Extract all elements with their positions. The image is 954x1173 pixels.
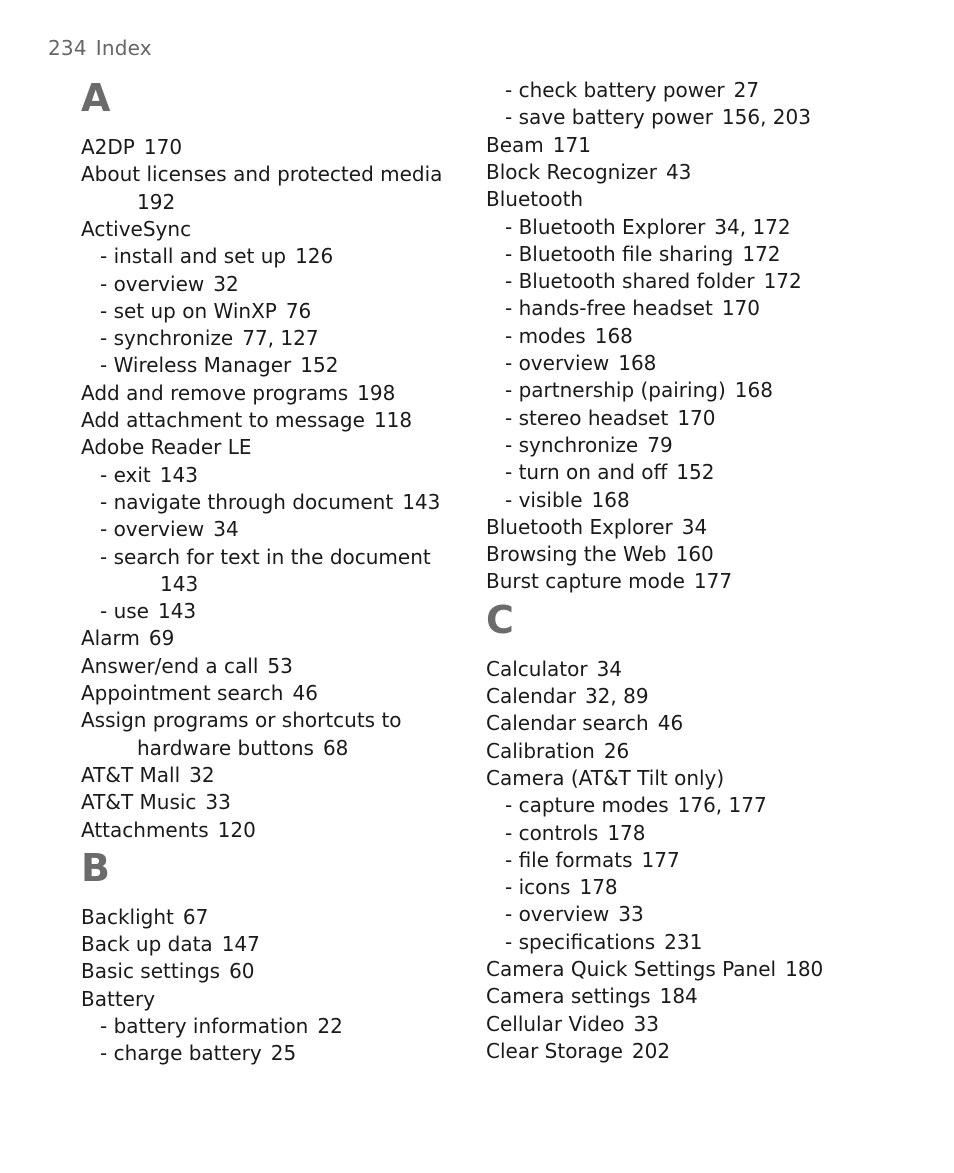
entry-pages: 170: [721, 296, 760, 321]
entry-term: A2DP: [81, 135, 135, 159]
entry-term: - synchronize: [100, 326, 234, 351]
entry-term: - Bluetooth shared folder: [505, 269, 755, 294]
entry-pages: 33: [618, 902, 644, 927]
entry-pages: 68: [322, 735, 349, 760]
entry-pages: 46: [657, 711, 684, 736]
index-entry: [81, 762, 215, 789]
entry-term: - turn on and off: [505, 460, 668, 485]
entry-term: Calculator: [486, 656, 588, 681]
entry-term: Bluetooth: [486, 187, 584, 212]
index-subentry: [100, 271, 239, 298]
index-subentry: [100, 352, 338, 379]
entry-term: - charge battery: [100, 1041, 262, 1066]
entry-pages: 156, 203: [721, 105, 811, 130]
index-subentry: [100, 544, 431, 571]
index-entry-continuation: [160, 571, 198, 598]
entry-term: Block Recognizer: [486, 159, 657, 184]
index-subentry: [100, 1013, 343, 1040]
entry-pages: 143: [159, 462, 198, 487]
entry-pages: 76: [285, 298, 312, 323]
index-subentry: [100, 1040, 296, 1067]
entry-pages: 171: [552, 132, 591, 157]
index-entry: [486, 765, 724, 792]
entry-term: - Bluetooth file sharing: [505, 241, 734, 266]
entry-term: Beam: [486, 132, 544, 157]
index-entry-continuation: [137, 189, 175, 216]
section-letter-b: B: [81, 845, 110, 890]
entry-term: Back up data: [81, 932, 213, 957]
index-subentry: [505, 820, 646, 847]
index-entry: [81, 707, 402, 734]
entry-pages: 43: [665, 159, 692, 184]
entry-pages: 22: [317, 1014, 343, 1038]
entry-pages: 33: [633, 1011, 659, 1036]
index-entry-continuation: [137, 735, 348, 762]
entry-pages: 192: [137, 189, 176, 214]
index-subentry: [505, 77, 759, 104]
entry-term: - overview: [505, 902, 610, 927]
entry-term: - capture modes: [505, 793, 669, 818]
index-entry: [486, 514, 707, 541]
entry-pages: 32: [213, 271, 239, 296]
entry-pages: 168: [734, 378, 773, 403]
index-subentry: [505, 377, 773, 404]
entry-term: - navigate through document: [100, 489, 394, 514]
entry-term: - Bluetooth Explorer: [505, 214, 706, 239]
index-subentry: [100, 462, 198, 489]
entry-term: Attachments: [81, 817, 209, 842]
entry-pages: 143: [160, 571, 199, 596]
section-letter-a: A: [81, 76, 111, 120]
entry-pages: 180: [785, 957, 824, 981]
entry-term: Adobe Reader LE: [81, 435, 252, 460]
entry-pages: 147: [221, 932, 260, 957]
index-entry: [486, 132, 591, 159]
index-subentry: [505, 874, 618, 901]
index-subentry: [505, 487, 630, 514]
entry-term: Assign programs or shortcuts to: [81, 708, 402, 733]
index-subentry: [505, 295, 760, 322]
index-entry: [81, 161, 442, 188]
index-entry: [81, 817, 256, 844]
index-subentry: [100, 298, 311, 325]
entry-pages: 33: [205, 790, 231, 815]
entry-term: Add and remove programs: [81, 380, 349, 405]
index-subentry: [505, 104, 811, 131]
entry-term: - visible: [505, 487, 583, 512]
index-subentry: [505, 268, 802, 295]
entry-term: - install and set up: [100, 244, 287, 269]
entry-term: Camera Quick Settings Panel: [486, 957, 777, 981]
index-subentry: [505, 405, 716, 432]
index-subentry: [505, 929, 702, 956]
index-subentry: [100, 243, 333, 270]
entry-pages: 184: [659, 984, 698, 1009]
entry-pages: 27: [733, 78, 760, 102]
entry-term: - set up on WinXP: [100, 298, 277, 323]
entry-pages: 170: [677, 405, 716, 430]
entry-term: - search for text in the document: [100, 544, 431, 569]
entry-pages: 46: [292, 681, 318, 705]
index-entry: [486, 1011, 659, 1038]
entry-pages: 152: [300, 353, 339, 378]
entry-pages: 177: [641, 847, 680, 872]
index-subentry: [100, 516, 239, 543]
index-entry: [81, 958, 255, 985]
entry-pages: 60: [229, 959, 255, 984]
index-entry: [81, 380, 395, 407]
index-entry: [486, 186, 583, 213]
entry-term: Burst capture mode: [486, 569, 685, 594]
index-subentry: [505, 241, 781, 268]
entry-pages: 143: [402, 489, 441, 514]
index-subentry: [505, 350, 656, 377]
entry-term: Calendar: [486, 684, 576, 708]
entry-pages: 34, 172: [714, 214, 791, 239]
entry-pages: 170: [143, 135, 183, 159]
index-entry: [486, 983, 698, 1010]
index-entry: [81, 904, 208, 931]
index-entry: [486, 541, 714, 568]
index-entry: [81, 931, 260, 958]
entry-term: - partnership (pairing): [505, 378, 726, 403]
entry-term: Calibration: [486, 738, 595, 763]
index-subentry: [505, 214, 791, 241]
entry-pages: 118: [373, 408, 413, 432]
entry-pages: 168: [618, 351, 657, 375]
index-subentry: [505, 847, 680, 874]
entry-pages: 69: [148, 626, 175, 651]
entry-term: Battery: [81, 986, 156, 1011]
entry-term: Camera (AT&T Tilt only): [486, 765, 725, 790]
entry-pages: 34: [596, 656, 623, 681]
index-entry: [81, 216, 191, 243]
entry-term: - specifications: [505, 929, 656, 954]
entry-pages: 231: [664, 929, 703, 954]
entry-term: - modes: [505, 323, 586, 348]
index-entry: [486, 159, 691, 186]
entry-term: Answer/end a call: [81, 653, 259, 678]
entry-term: Browsing the Web: [486, 542, 667, 567]
section-title: Index: [95, 36, 152, 60]
entry-term: - overview: [505, 351, 610, 375]
index-entry: [81, 625, 174, 652]
index-entry: [486, 1038, 670, 1065]
index-entry: [486, 683, 649, 710]
entry-term: - Wireless Manager: [100, 353, 292, 378]
entry-pages: 168: [591, 487, 630, 512]
index-subentry: [100, 489, 440, 516]
entry-term: Add attachment to message: [81, 408, 365, 432]
index-subentry: [100, 598, 196, 625]
entry-pages: 77, 127: [242, 326, 319, 351]
entry-term: - exit: [100, 462, 151, 487]
entry-term: - synchronize: [505, 432, 639, 457]
page-number: 234: [48, 36, 87, 60]
index-subentry: [505, 323, 633, 350]
entry-pages: 160: [675, 542, 714, 567]
entry-pages: 172: [742, 241, 781, 266]
index-subentry: [505, 459, 714, 486]
entry-term: - save battery power: [505, 105, 713, 130]
entry-term: AT&T Mall: [81, 762, 181, 787]
index-entry: [486, 710, 683, 737]
entry-term: ActiveSync: [81, 216, 192, 241]
entry-pages: 177: [693, 569, 733, 594]
entry-term: - controls: [505, 820, 599, 845]
entry-pages: 32, 89: [584, 684, 649, 708]
entry-pages: 25: [270, 1041, 297, 1066]
entry-term: Calendar search: [486, 711, 649, 736]
entry-term: AT&T Music: [81, 790, 197, 815]
entry-pages: 168: [594, 323, 633, 348]
entry-pages: 198: [357, 380, 396, 405]
entry-term: Clear Storage: [486, 1038, 623, 1063]
entry-term: Alarm: [81, 626, 140, 651]
entry-pages: 120: [217, 817, 256, 842]
entry-pages: 172: [763, 269, 802, 294]
index-entry: [81, 407, 412, 434]
entry-term: - stereo headset: [505, 405, 669, 430]
entry-pages: 34: [681, 514, 708, 539]
entry-term: - overview: [100, 517, 205, 542]
index-subentry: [505, 901, 644, 928]
entry-pages: 178: [607, 820, 646, 845]
entry-term: - overview: [100, 271, 205, 296]
section-letter-c: C: [486, 597, 514, 642]
index-entry: [81, 789, 231, 816]
entry-term: Camera settings: [486, 984, 651, 1009]
index-entry: [486, 738, 629, 765]
entry-pages: 53: [267, 653, 293, 678]
entry-pages: 32: [189, 762, 215, 787]
entry-term: - file formats: [505, 847, 633, 872]
index-entry: [81, 134, 182, 161]
entry-term: - use: [100, 599, 149, 624]
entry-pages: 126: [295, 244, 334, 269]
entry-term: Basic settings: [81, 959, 221, 984]
index-entry: [81, 986, 155, 1013]
entry-pages: 178: [579, 875, 618, 900]
index-subentry: [100, 325, 319, 352]
entry-pages: 67: [182, 904, 209, 929]
entry-pages: 176, 177: [677, 793, 767, 818]
entry-pages: 26: [603, 738, 630, 763]
entry-term: Bluetooth Explorer: [486, 514, 673, 539]
entry-term: Backlight: [81, 904, 174, 929]
index-entry: [486, 656, 622, 683]
entry-term: - check battery power: [505, 78, 725, 102]
entry-pages: 34: [213, 517, 239, 542]
index-subentry: [505, 792, 767, 819]
entry-term: Appointment search: [81, 681, 284, 705]
entry-pages: 143: [157, 599, 197, 624]
index-entry: [486, 956, 823, 983]
index-entry: [81, 653, 293, 680]
entry-pages: 152: [676, 460, 715, 485]
entry-term: hardware buttons: [137, 735, 314, 760]
entry-term: - icons: [505, 875, 571, 900]
entry-pages: 79: [647, 432, 673, 457]
index-entry: [81, 434, 252, 461]
entry-term: Cellular Video: [486, 1011, 625, 1036]
entry-term: About licenses and protected media: [81, 162, 443, 187]
entry-term: - battery information: [100, 1014, 309, 1038]
index-subentry: [505, 432, 673, 459]
index-entry: [486, 568, 732, 595]
running-head: [48, 36, 152, 60]
index-entry: [81, 680, 318, 707]
entry-pages: 202: [631, 1038, 671, 1063]
entry-term: - hands-free headset: [505, 296, 713, 321]
